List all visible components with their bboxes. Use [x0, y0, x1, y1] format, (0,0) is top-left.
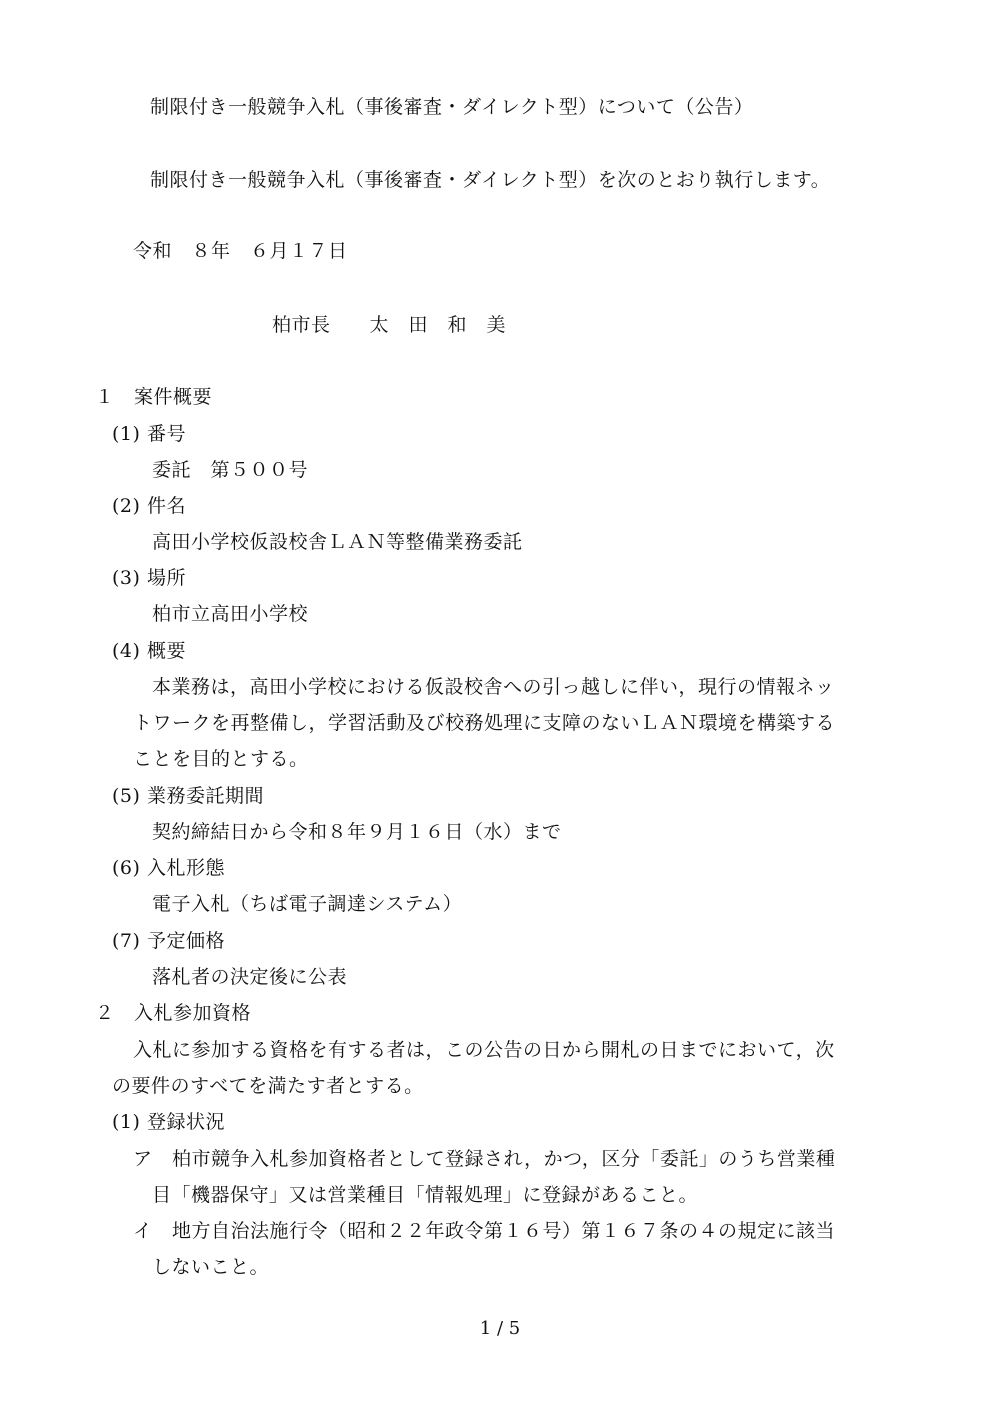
sub-label: (1) 登録状況 [112, 1111, 225, 1133]
section-2-intro: の要件のすべてを満たす者とする。 [112, 1075, 424, 1097]
item-label: (5) 業務委託期間 [112, 785, 264, 807]
item-label: (7) 予定価格 [112, 930, 225, 952]
item-text: 本業務は，高田小学校における仮設校舎への引っ越しに伴い，現行の情報ネッ [152, 676, 835, 698]
item-label: (4) 概要 [112, 640, 186, 662]
item-text: 契約締結日から令和８年９月１６日（水）まで [152, 821, 562, 843]
item-label: (2) 件名 [112, 495, 186, 517]
notice-date: 令和 ８年 ６月１７日 [133, 240, 348, 262]
document-title: 制限付き一般競争入札（事後審査・ダイレクト型）について（公告） [150, 96, 754, 118]
signature: 柏市長 太 田 和 美 [272, 314, 507, 336]
item-label: (1) 番号 [112, 423, 186, 445]
item-label: (6) 入札形態 [112, 857, 225, 879]
section-2-intro: 入札に参加する資格を有する者は，この公告の日から開札の日までにおいて，次 [133, 1039, 835, 1061]
item-text: 電子入札（ちば電子調達システム） [152, 893, 463, 915]
intro-text: 制限付き一般競争入札（事後審査・ダイレクト型）を次のとおり執行します。 [150, 169, 831, 191]
sub-item-text: しないこと。 [152, 1256, 270, 1278]
item-text: トワークを再整備し，学習活動及び校務処理に支障のないＬＡＮ環境を構築する [133, 712, 836, 734]
sub-item-text: 目「機器保守」又は営業種目「情報処理」に登録があること。 [152, 1184, 699, 1206]
item-text: 落札者の決定後に公表 [152, 966, 348, 988]
item-text: 高田小学校仮設校舎ＬＡＮ等整備業務委託 [152, 531, 523, 553]
page-number: 1 / 5 [479, 1318, 521, 1339]
item-label: (3) 場所 [112, 567, 186, 589]
section-2-heading: ２ 入札参加資格 [95, 1002, 252, 1024]
item-text: 柏市立高田小学校 [152, 603, 309, 625]
section-1-heading: １ 案件概要 [95, 386, 213, 408]
sub-item-text: ア 柏市競争入札参加資格者として登録され，かつ，区分「委託」のうち営業種 [133, 1148, 836, 1170]
sub-item-text: イ 地方自治法施行令（昭和２２年政令第１６号）第１６７条の４の規定に該当 [133, 1220, 836, 1242]
item-text: 委託 第５００号 [152, 459, 309, 481]
item-text: ことを目的とする。 [133, 748, 309, 770]
